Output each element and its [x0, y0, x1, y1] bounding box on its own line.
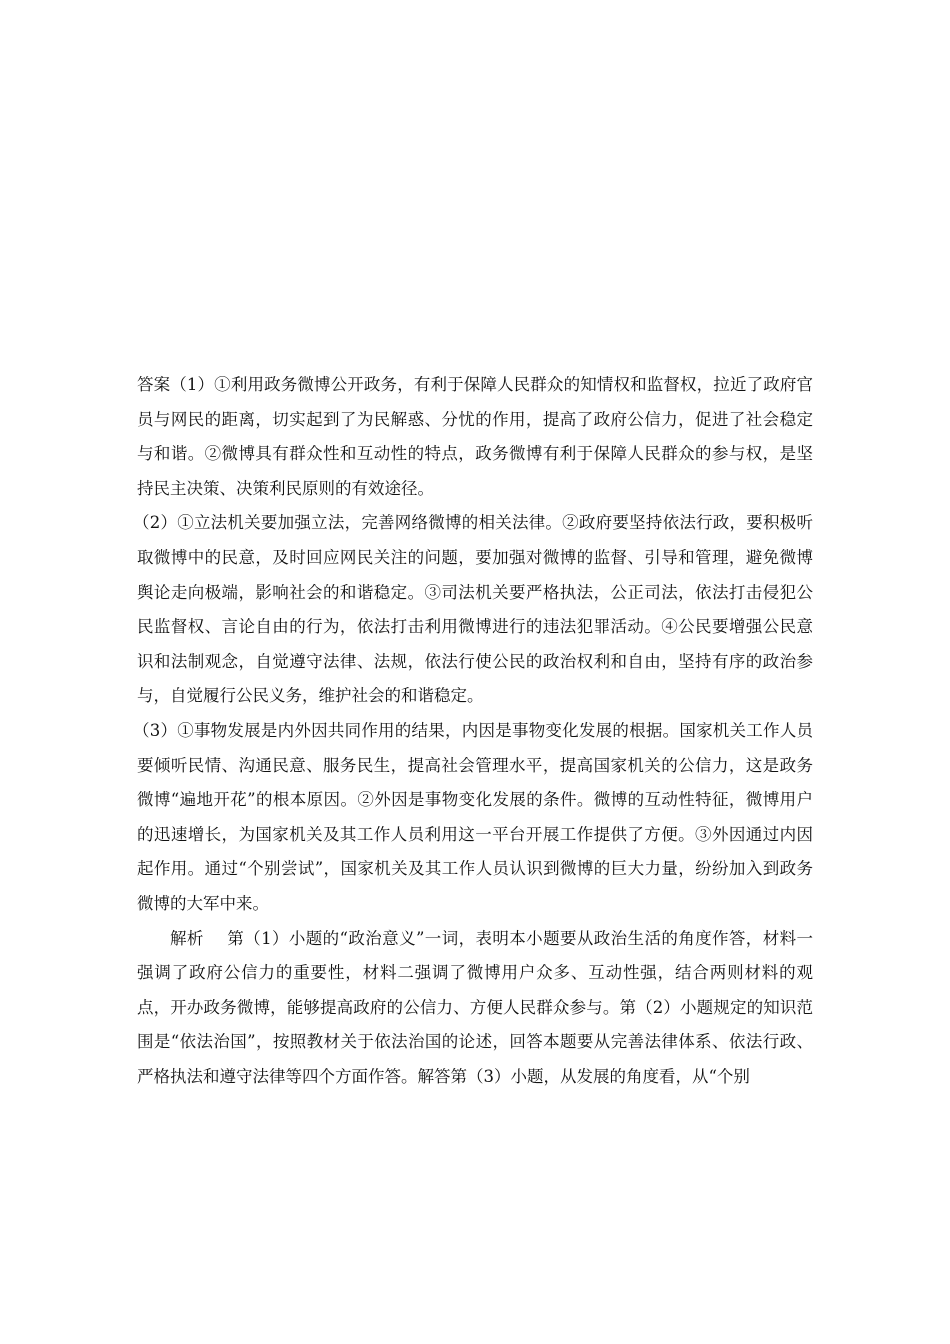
answer-part-2: （2）①立法机关要加强立法，完善网络微博的相关法律。②政府要坚持依法行政，要积极听取微博中的民意，及时回应网民关注的问题，要加强对微博的监督、引导和管理，避免微博舆论走向极端，影响社会的和谐稳定。③司法机关要严格执法，公正司法，依法打击侵犯公民监督权、言论自由的行为，依法打击利用微博进行的违法犯罪活动。④公民要增强公民意识和法制观念，自觉遵守法律、法规，依法行使公民的政治权利和自由，坚持有序的政治参与，自觉履行公民义务，维护社会的和谐稳定。 — [133, 513, 813, 706]
analysis-paragraph — [137, 922, 813, 1095]
answer-part-3: （3）①事物发展是内外因共同作用的结果，内因是事物变化发展的根据。国家机关工作人员要倾听民情、沟通民意、服务民生，提高社会管理水平，提高国家机关的公信力，这是政务微博“遍地开花”的根本原因。②外因是事物变化发展的条件。微博的互动性特征，微博用户的迅速增长，为国家机关及其工作人员利用这一平台开展工作提供了方便。③外因通过内因起作用。通过“个别尝试”，国家机关及其工作人员认识到微博的巨大力量，纷纷加入到政务微博的大军中来。 — [133, 720, 813, 913]
analysis-text: 第（1）小题的“政治意义”一词，表明本小题要从政治生活的角度作答，材料一强调了政府公信力的重要性，材料二强调了微博用户众多、互动性强，结合两则材料的观点，开办政务微博，能够提高政府的公信力、方便人民群众参与。第（2）小题规定的知识范围是“依法治国”，按照教材关于依法治国的论述，回答本题要从完善法律体系、依法行政、严格执法和遵守法律等四个方面作答。解答第（3）小题，从发展的角度看，从“个别 — [137, 928, 813, 1086]
document-body — [133, 368, 813, 1094]
answer-part-1: 答案（1）①利用政务微博公开政务，有利于保障人民群众的知情权和监督权，拉近了政府官员与网民的距离，切实起到了为民解惑、分忧的作用，提高了政府公信力，促进了社会稳定与和谐。②微博具有群众性和互动性的特点，政务微博有利于保障人民群众的参与权，是坚持民主决策、决策利民原则的有效途径。 — [137, 375, 813, 498]
analysis-label: 解析 — [170, 928, 204, 948]
